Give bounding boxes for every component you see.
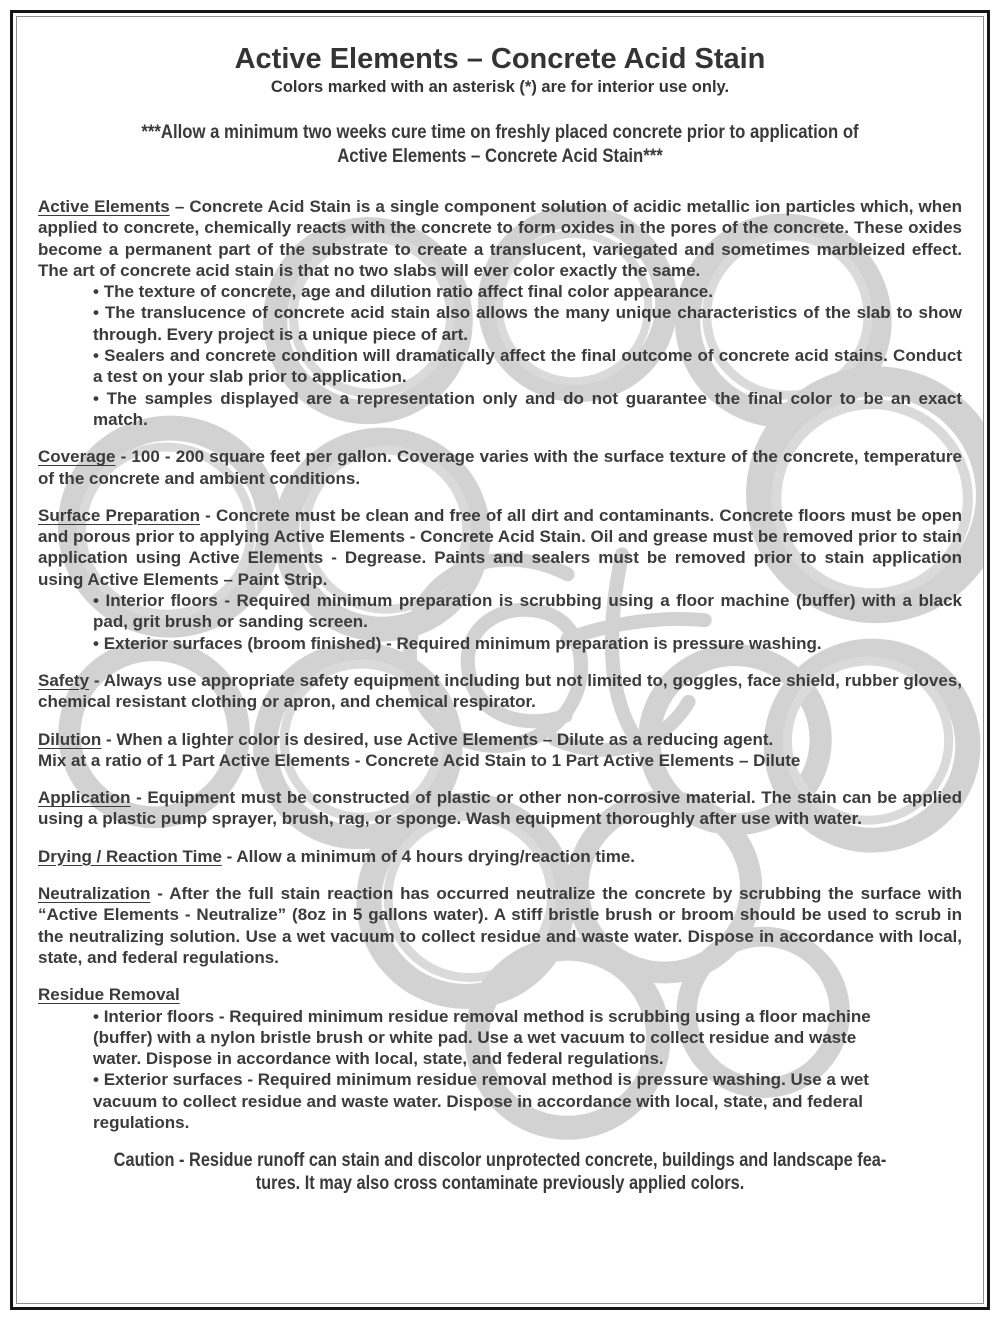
section-body: – Concrete Acid Stain is a single component solution of acidic metallic ion particles which, when applied to concrete, chemically reacts with the concrete to form oxides in the pores of the concrete. These oxides become a permanent part of the substrate to create a translucent, variegated and sometimes marbleized effect. The art of concrete acid stain is that no two slabs will ever color exactly the same. [38,197,962,280]
list-item: • Exterior surfaces - Required minimum residue removal method is pressure washing. Use a wet vacuum to collect residue and waste water. Dispose in accordance with local, state, and federal regulations. [93,1069,904,1133]
paragraph [38,883,962,968]
section-heading: Safety [38,670,90,690]
section-heading: Neutralization [38,884,151,904]
outer-border [10,10,990,1310]
bullet-list [38,281,962,430]
page-title: Active Elements – Concrete Acid Stain [234,43,766,75]
caution-line2: tures. It may also cross contaminate previously applied colors. [255,1173,745,1195]
inner-border [16,16,984,1304]
section-drying-reaction-time [38,846,962,867]
section-body: - 100 - 200 square feet per gallon. Coverage varies with the surface texture of the concrete, temperature of the concrete and ambient conditions. [38,447,962,488]
paragraph [38,984,962,1005]
caution-line1: Caution - Residue runoff can stain and discolor unprotected concrete, buildings and landscape fea- [113,1150,887,1172]
section-heading: Dilution [38,729,102,749]
paragraph [38,670,962,713]
section-heading: Residue Removal [38,985,180,1005]
list-item: • Sealers and concrete condition will dramatically affect the final outcome of concrete acid stains. Conduct a test on your slab prior to application. [93,345,962,388]
list-item: • Interior floors - Required minimum preparation is scrubbing using a floor machine (buffer) with a black pad, grit brush or sanding screen. [93,590,962,633]
section-safety [38,670,962,713]
paragraph [38,446,962,489]
section-body: - Allow a minimum of 4 hours drying/reaction time. [221,846,635,866]
section-surface-preparation [38,505,962,654]
document-content [17,17,983,1195]
list-item: • The translucence of concrete acid stain also allows the many unique characteristics of the slab to show through. Every project is a unique piece of art. [93,302,962,345]
paragraph [38,196,962,281]
list-item: • Interior floors - Required minimum residue removal method is scrubbing using a floor machine (buffer) with a nylon bristle brush or white pad. Use a wet vacuum to collect residue and waste water. Dispose in accordance with local, state, and federal regulations. [93,1006,904,1070]
section-heading: Surface Preparation [38,505,200,525]
section-neutralization [38,883,962,968]
section-active-elements [38,196,962,430]
section-body: - Always use appropriate safety equipment including but not limited to, goggles, face shield, rubber gloves, chemical resistant clothing or apron, and chemical respirator. [38,670,962,712]
section-heading: Coverage [38,447,116,467]
bullet-list [38,590,962,654]
list-item: • The texture of concrete, age and dilution ratio affect final color appearance. [93,281,962,302]
cure-time-note-line2: Active Elements – Concrete Acid Stain*** [337,145,663,167]
section-dilution [38,729,962,772]
section-residue-removal [38,984,962,1133]
cure-time-note-line1: ***Allow a minimum two weeks cure time on freshly placed concrete prior to application of [141,122,859,143]
list-item: • The samples displayed are a representation only and do not guarantee the final color to be an exact match. [93,388,962,431]
section-coverage [38,446,962,489]
bullet-list [38,1006,962,1134]
section-heading: Application [38,788,131,808]
section-application [38,787,962,830]
section-body: - Equipment must be constructed of plastic or other non-corrosive material. The stain can be applied using a plastic pump sprayer, brush, rag, or sponge. Wash equipment thoroughly after use with water. [38,788,962,829]
page-subtitle: Colors marked with an asterisk (*) are for interior use only. [270,78,730,96]
paragraph [38,787,962,830]
dilution-mix-ratio-line: Mix at a ratio of 1 Part Active Elements - Concrete Acid Stain to 1 Part Active Elements – Dilute [38,750,801,770]
section-body: - When a lighter color is desired, use Active Elements – Dilute as a reducing agent. [101,729,774,749]
list-item: • Exterior surfaces (broom finished) - Required minimum preparation is pressure washing. [93,633,962,654]
section-body: - Concrete must be clean and free of all dirt and contaminants. Concrete floors must be open and porous prior to applying Active Elements - Concrete Acid Stain. Oil and grease must be removed prior to stain application using Active Elements - Degrease. Paints and sealers must be removed prior to stain application using Active Elements – Paint Strip. [38,505,963,589]
section-heading: Active Elements [38,197,170,216]
cure-time-note [38,121,962,168]
paragraph [38,505,962,590]
paragraph [38,846,962,867]
paragraph [38,729,962,750]
section-heading: Drying / Reaction Time [38,846,222,866]
caution-paragraph [38,1149,962,1195]
section-body: - After the full stain reaction has occurred neutralize the concrete by scrubbing the surface with “Active Elements - Neutralize” (8oz in 5 gallons water). A stiff bristle brush or broom should be used to scrub in the neutralizing solution. Use a wet vacuum to collect residue and waste water. Dispose in accordance with local, state, and federal regulations. [38,884,962,967]
